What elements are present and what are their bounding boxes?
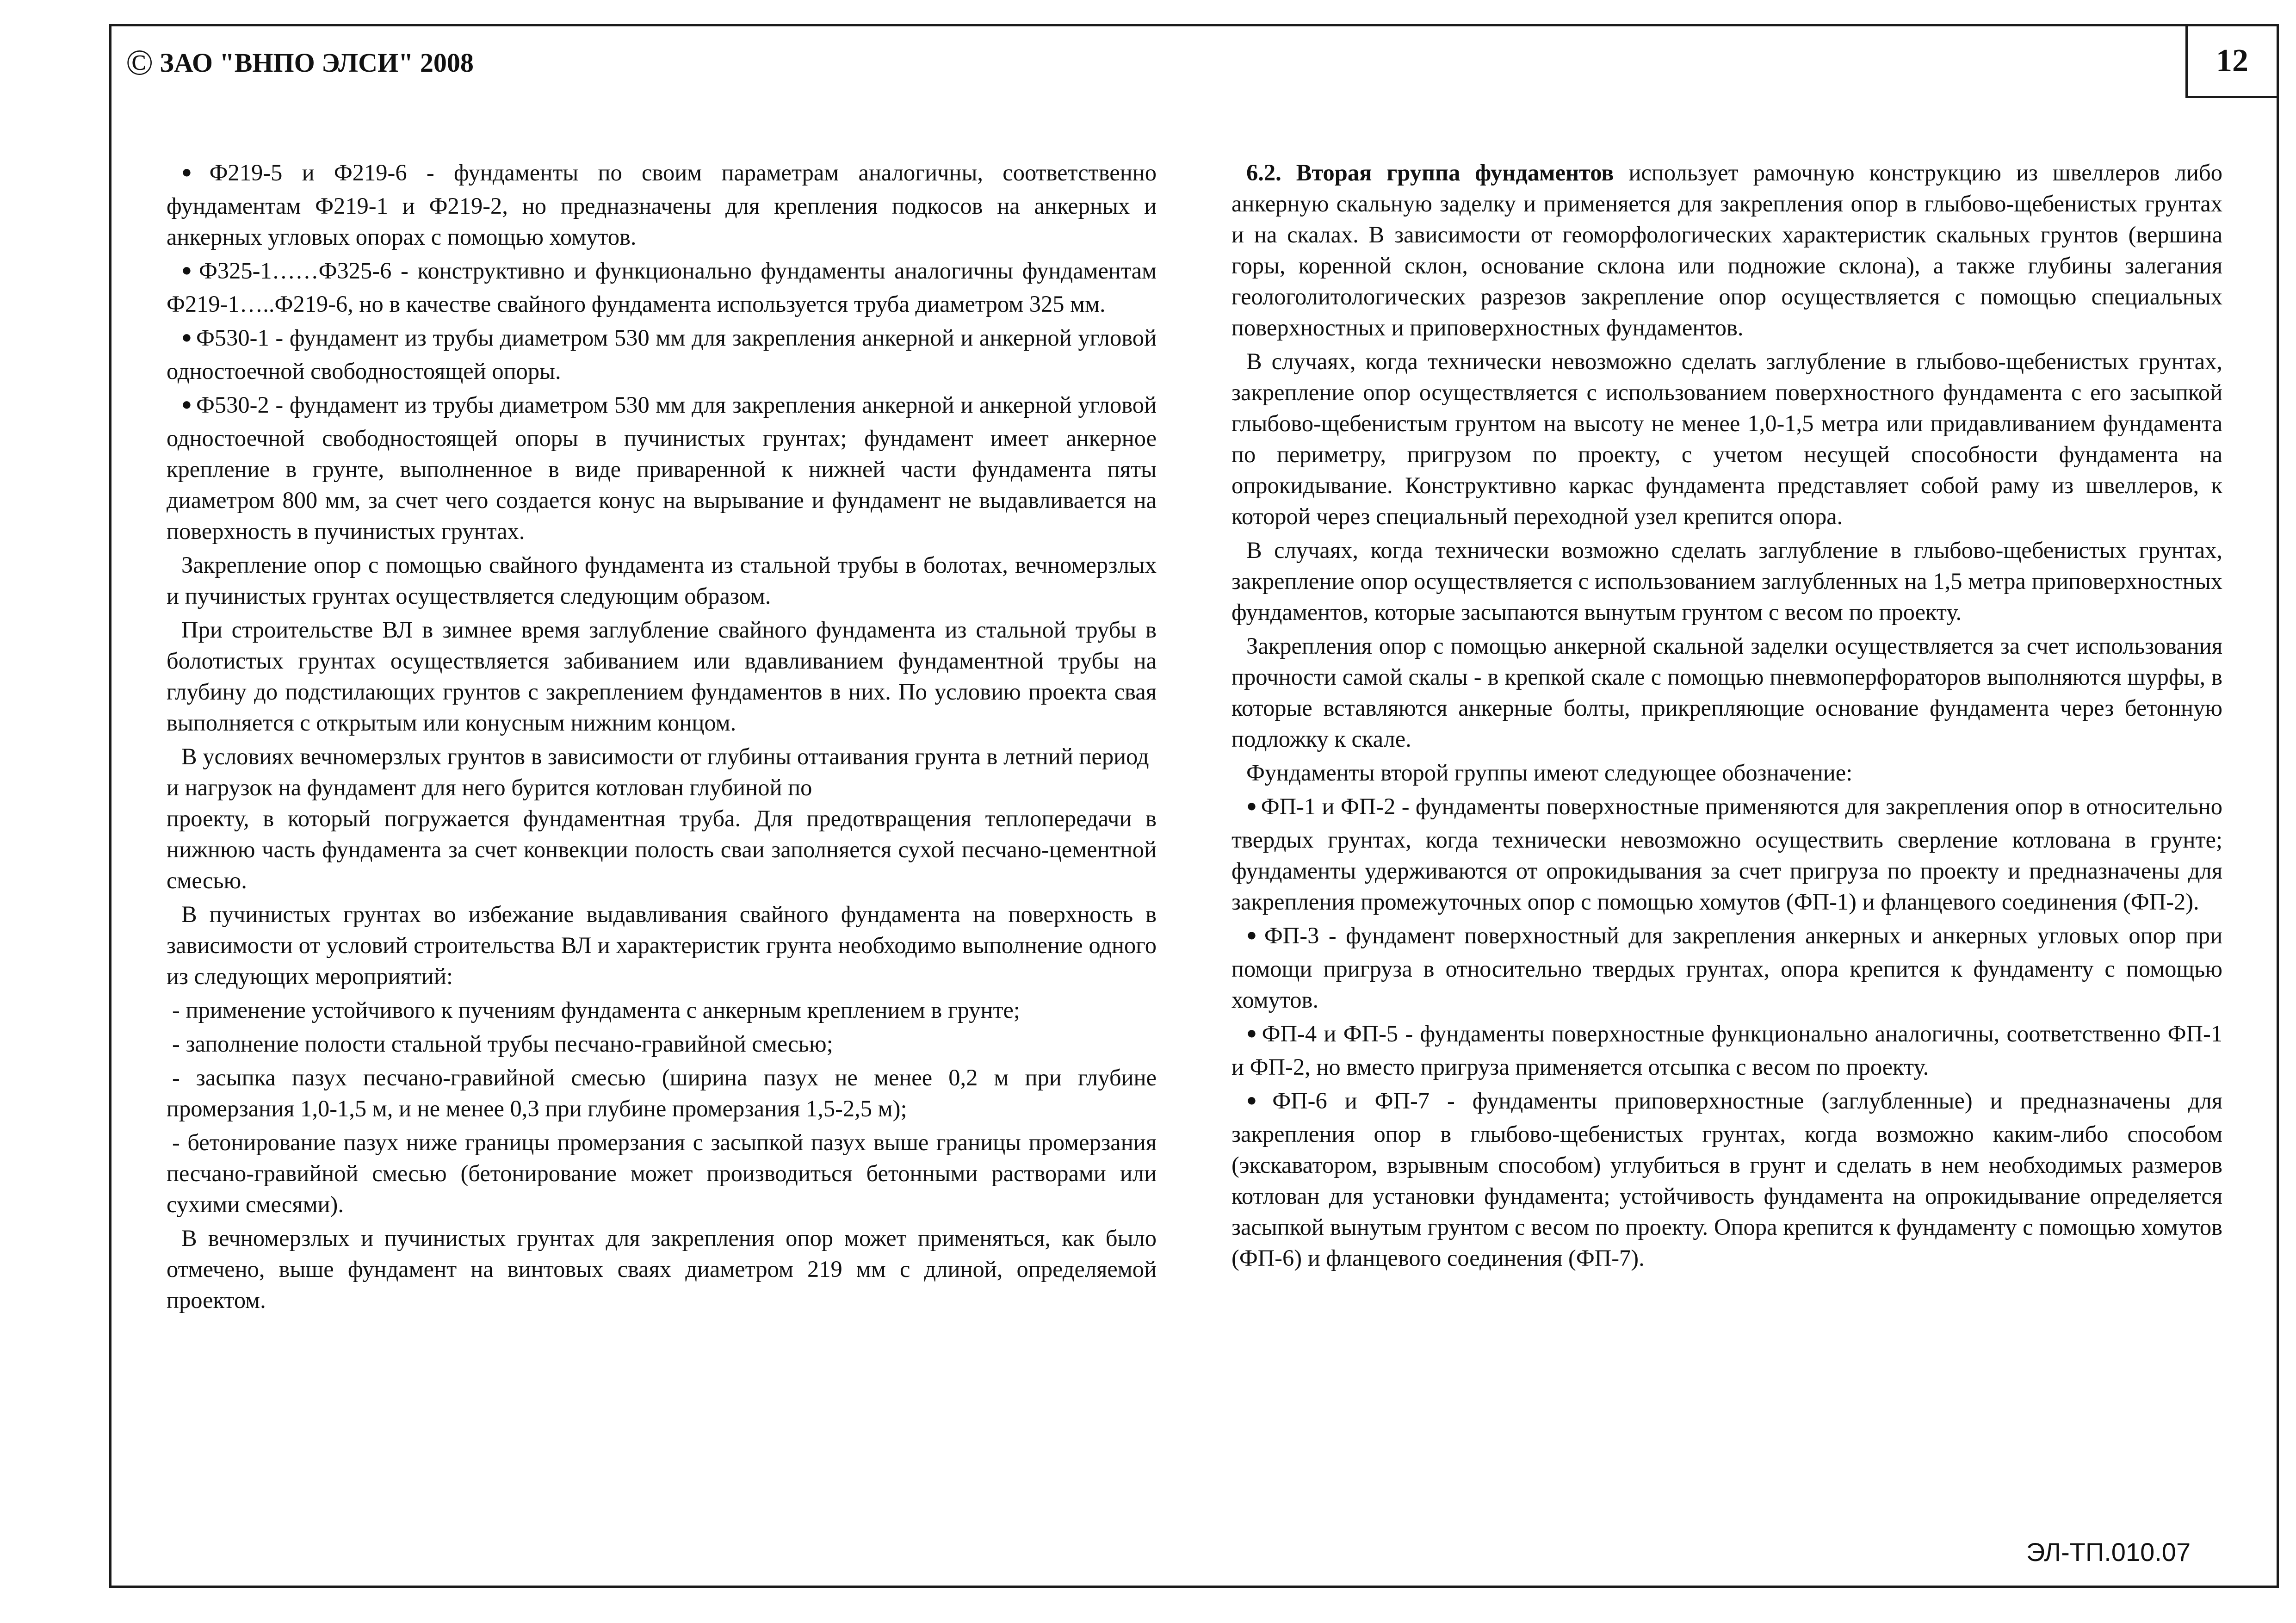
paragraph: - применение устойчивого к пучениям фундамента с анкерным креплением в грунте;	[172, 997, 1020, 1023]
left-column	[167, 157, 1157, 1319]
header-copyright	[126, 37, 474, 88]
page-number: 12	[2185, 26, 2277, 98]
bullet-icon: ●	[181, 395, 192, 414]
document-code: ЭЛ-ТП.010.07	[2026, 1537, 2191, 1567]
paragraph: В пучинистых грунтах во избежание выдавливания свайного фундамента на поверхность в зависимости от условий строительства ВЛ и характеристик грунта необходимо выполнение одного из следующих мероприятий:	[167, 901, 1157, 989]
paragraph: ● ФП-4 и ФП-5 - фундаменты поверхностные функционально аналогичны, соответственно ФП-1 и ФП-2, но вместо пригруза применяется отсыпка с весом по проекту.	[1232, 1021, 2223, 1080]
paragraph: - засыпка пазух песчано-гравийной смесью (ширина пазух не менее 0,2 м при глубине промерзания 1,0-1,5 м, и не менее 0,3 при глубине промерзания 1,5-2,5 м);	[167, 1065, 1157, 1121]
paragraph: При строительстве ВЛ в зимнее время заглубление свайного фундамента из стальной трубы в болотистых грунтах осуществляется забиванием или вдавливанием фундаментной трубы на глубину до подстилающих грунтов с закреплением фундаментов в них. По условию проекта свая выполняется с открытым или конусным нижним концом.	[167, 617, 1157, 736]
paragraph: В условиях вечномерзлых грунтов в зависимости от глубины оттаивания грунта в летний период и нагрузок на фундамент для него бурится котлован глубиной по	[167, 743, 1149, 800]
bullet-icon: ●	[1246, 796, 1257, 816]
paragraph: ● ФП-6 и ФП-7 - фундаменты приповерхностные (заглубленные) и предназначены для закрепления опор в глыбово-щебенистых грунтах, когда возможно каким-либо способом (экскаватором, взрывным способом) углубиться в грунт и сделать в нем необходимых размеров котлован для установки фундамента; устойчивость фундамента на опрокидывание определяется засыпкой вынутым грунтом с весом по проекту. Опора крепится к фундаменту с помощью хомутов (ФП-6) и фланцевого соединения (ФП-7).	[1232, 1088, 2222, 1271]
bullet-icon: ●	[1246, 1023, 1258, 1043]
paragraph: ● ФП-1 и ФП-2 - фундаменты поверхностные применяются для закрепления опор в относительно твердых грунтах, когда технически невозможно осуществить сверление котлована в грунте; фундаменты удерживаются от опрокидывания за счет пригруза по проекту и предназначены для закрепления промежуточных опор с помощью хомутов (ФП-1) и фланцевого соединения (ФП-2).	[1232, 793, 2223, 915]
paragraph: ● Ф219-5 и Ф219-6 - фундаменты по своим параметрам аналогичны, соответственно фундаментам Ф219-1 и Ф219-2, но предназначены для крепления подкосов на анкерных и анкерных угловых опорах с помощью хомутов.	[167, 160, 1157, 250]
company-name: ЗАО "ВНПО ЭЛСИ" 2008	[160, 47, 474, 78]
bullet-icon: ●	[181, 260, 195, 280]
paragraph: ● Ф530-2 - фундамент из трубы диаметром 530 мм для закрепления анкерной и анкерной угловой одностоечной свободностоящей опоры в пучинистых грунтах; фундамент имеет анкерное крепление в грунте, выполненное в виде приваренной к нижней части фундамента пяты диаметром 800 мм, за счет чего создается конус на вырывание и фундамент не выдавливается на поверхность в пучинистых грунтах.	[167, 392, 1157, 544]
copyright-symbol: ©	[126, 42, 154, 82]
bullet-icon: ●	[181, 328, 192, 347]
paragraph: - бетонирование пазух ниже границы промерзания с засыпкой пазух выше границы промерзания песчано-гравийной смесью (бетонирование может производиться бетонными растворами или сухими смесями).	[167, 1129, 1157, 1217]
paragraph: Закрепления опор с помощью анкерной скальной заделки осуществляется за счет использования прочности самой скалы - в крепкой скале с помощью пневмоперфораторов выполняются шурфы, в которые вставляются анкерные болты, прикрепляющие основание фундамента через бетонную подложку к скале.	[1232, 633, 2222, 752]
paragraph: ● Ф530-1 - фундамент из трубы диаметром 530 мм для закрепления анкерной и анкерной угловой одностоечной свободностоящей опоры.	[167, 325, 1157, 384]
paragraph: В случаях, когда технически невозможно сделать заглубление в глыбово-щебенистых грунтах, закрепление опор осуществляется с использованием поверхностного фундамента с его засыпкой глыбово-щебенистым грунтом на высоту не менее 1,0-1,5 метра или придавливанием фундамента по периметру, пригрузом по проекту, с учетом несущей способности фундамента на опрокидывание. Конструктивно каркас фундамента представляет собой раму из швеллеров, к которой через специальный переходной узел крепится опора.	[1232, 348, 2222, 529]
right-column	[1232, 157, 2222, 1276]
paragraph: 6.2. Вторая группа фундаментов использует рамочную конструкцию из швеллеров либо анкерную скальную заделку и применяется для закрепления опор в глыбово-щебенистых грунтах и на скалах. В зависимости от геоморфологических характеристик скальных грунтов (вершина горы, коренной склон, основание склона или подножие склона), а также глубины залегания геологолитологических разрезов закрепление опор осуществляется с помощью специальных поверхностных и приповерхностных фундаментов.	[1232, 160, 2222, 341]
section-heading: 6.2. Вторая группа фундаментов	[1246, 160, 1614, 186]
paragraph: проекту, в который погружается фундаментная труба. Для предотвращения теплопередачи в нижнюю часть фундамента за счет конвекции полость сваи заполняется сухой песчано-цементной смесью.	[167, 805, 1157, 893]
bullet-icon: ●	[181, 162, 206, 182]
paragraph: Фундаменты второй группы имеют следующее обозначение:	[1246, 760, 1853, 786]
paragraph: В случаях, когда технически возможно сделать заглубление в глыбово-щебенистых грунтах, закрепление опор осуществляется с использованием заглубленных на 1,5 метра приповерхностных фундаментов, которые засыпаются вынутым грунтом с весом по проекту.	[1232, 537, 2222, 625]
paragraph: ● Ф325-1……Ф325-6 - конструктивно и функционально фундаменты аналогичны фундаментам Ф219-1…..Ф219-6, но в качестве свайного фундамента используется труба диаметром 325 мм.	[167, 258, 1157, 317]
paragraph: В вечномерзлых и пучинистых грунтах для закрепления опор может применяться, как было отмечено, выше фундамент на винтовых сваях диаметром 219 мм с длиной, определяемой проектом.	[167, 1225, 1157, 1313]
bullet-icon: ●	[1246, 925, 1261, 945]
paragraph: Закрепление опор с помощью свайного фундамента из стальной трубы в болотах, вечномерзлых и пучинистых грунтах осуществляется следующим образом.	[167, 552, 1157, 609]
paragraph: ● ФП-3 - фундамент поверхностный для закрепления анкерных и анкерных угловых опор при помощи пригруза в относительно твердых грунтах, опора крепится к фундаменту с помощью хомутов.	[1232, 923, 2222, 1013]
paragraph: - заполнение полости стальной трубы песчано-гравийной смесью;	[172, 1031, 833, 1057]
bullet-icon: ●	[1246, 1090, 1269, 1110]
